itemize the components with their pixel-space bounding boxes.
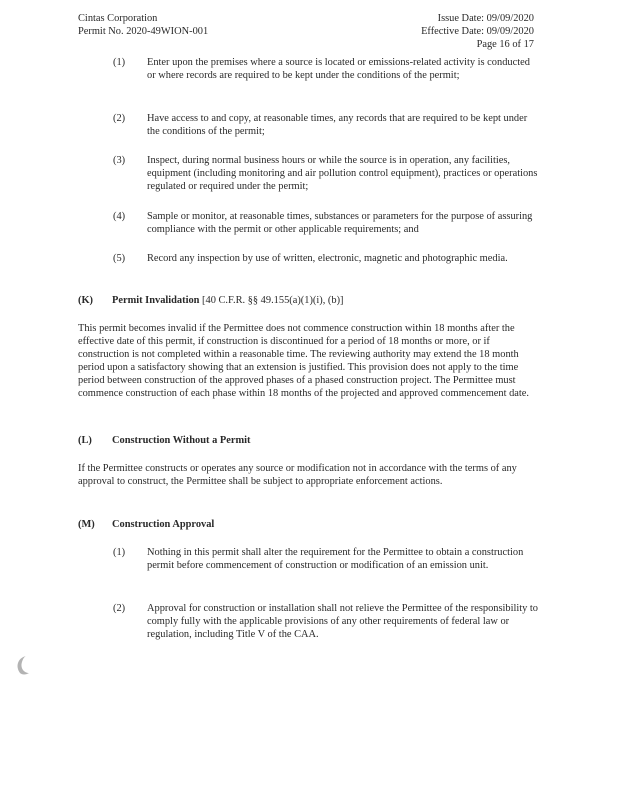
item-text: Record any inspection by use of written, electronic, magnetic and photographic media. [147, 253, 508, 264]
item-number: (4) [113, 211, 126, 222]
permit-number: Permit No. 2020-49WION-001 [78, 26, 209, 37]
page-number: Page 16 of 17 [476, 39, 534, 50]
item-number: (1) [113, 547, 126, 558]
item-text: Inspect, during normal business hours or while the source is in operation, any facilities, equipment (including monitoring and air pollution control equipment), practices or operations regulated or required under the permit; [147, 155, 538, 192]
section-l-body: If the Permittee constructs or operates any source or modification not in accordance with the terms of any approval to construct, the Permittee shall be subject to appropriate enforcement actions. [78, 463, 517, 487]
item-text: Approval for construction or installation shall not relieve the Permittee of the responsibility to comply fully with the applicable provisions of any other requirements of federal law or regulation, including Title V of the CAA. [147, 603, 539, 640]
section-letter: (M) [78, 519, 95, 530]
section-title: Construction Approval [112, 519, 215, 530]
item-text: Sample or monitor, at reasonable times, substances or parameters for the purpose of assuring compliance with the permit or other applicable requirements; and [147, 211, 533, 235]
section-citation: [40 C.F.R. §§ 49.155(a)(1)(i), (b)] [199, 295, 344, 306]
item-text: Nothing in this permit shall alter the requirement for the Permittee to obtain a construction permit before commencement of construction or modification of an emission unit. [147, 547, 524, 571]
issue-date: Issue Date: 09/09/2020 [437, 13, 534, 24]
item-number: (2) [113, 603, 126, 614]
section-m-heading [78, 518, 214, 531]
header-right [421, 12, 534, 51]
section-title: Construction Without a Permit [112, 435, 251, 446]
scan-mark-icon [12, 654, 34, 676]
section-letter: (L) [78, 435, 92, 446]
item-number: (1) [113, 57, 126, 68]
section-k-heading [78, 294, 344, 307]
item-text: Have access to and copy, at reasonable times, any records that are required to be kept under the conditions of the permit; [147, 113, 528, 137]
item-text: Enter upon the premises where a source is located or emissions-related activity is conducted or where records are required to be kept under the conditions of the permit; [147, 57, 530, 81]
section-title: Permit Invalidation [112, 295, 200, 306]
item-number: (5) [113, 253, 126, 264]
header-left [78, 12, 208, 38]
company-name: Cintas Corporation [78, 13, 158, 24]
effective-date: Effective Date: 09/09/2020 [421, 26, 534, 37]
section-l-heading [78, 434, 250, 447]
section-k-body: This permit becomes invalid if the Permittee does not commence construction within 18 months after the effective date of this permit, if construction is discontinued for a period of 18 months or more, or if construction is not completed within a reasonable time. The reviewing authority may extend the 18 month period upon a satisfactory showing that an extension is justified. This provision does not apply to the time period between construction of the approved phases of a phased construction project. The Permittee must commence construction of each phase within 18 months of the projected and approved commencement date. [78, 323, 529, 399]
section-letter: (K) [78, 295, 94, 306]
item-number: (3) [113, 155, 126, 166]
item-number: (2) [113, 113, 126, 124]
